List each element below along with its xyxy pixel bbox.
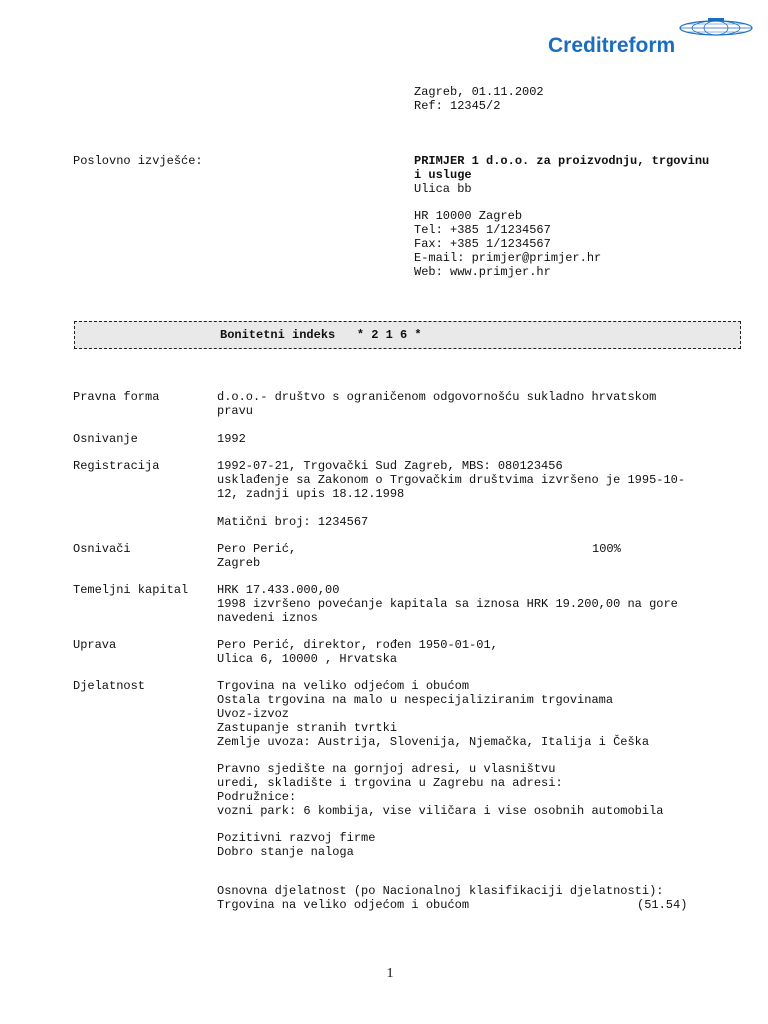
- field-value-line: Pero Perić, direktor, rođen 1950-01-01,: [217, 638, 498, 652]
- company-street: Ulica bb: [414, 182, 472, 196]
- field-value-line: HRK 17.433.000,00: [217, 583, 340, 597]
- field-value-line: pravu: [217, 404, 254, 418]
- field-value-line: Zastupanje stranih tvrtki: [217, 721, 398, 735]
- field-value-line: usklađenje sa Zakonom o Trgovačkim društvima izvršeno je 1995-10-: [217, 473, 686, 487]
- field-value-line: Matični broj: 1234567: [217, 515, 369, 529]
- field-value-line: Pero Perić,: [217, 542, 297, 556]
- field-label-osnivanje: Osnivanje: [73, 432, 138, 446]
- field-value-line: uredi, skladište i trgovina u Zagrebu na adresi:: [217, 776, 563, 790]
- page-number: 1: [386, 966, 394, 981]
- company-name-line-1: PRIMJER 1 d.o.o. za proizvodnju, trgovinu: [414, 154, 710, 168]
- field-value-line: navedeni iznos: [217, 611, 318, 625]
- core-activity-name: Trgovina na veliko odjećom i obućom: [217, 898, 470, 912]
- field-value-line: Dobro stanje naloga: [217, 845, 354, 859]
- founder-share: 100%: [592, 542, 621, 556]
- field-value-line: 12, zadnji upis 18.12.1998: [217, 487, 405, 501]
- field-value-line: 1992-07-21, Trgovački Sud Zagreb, MBS: 080123456: [217, 459, 563, 473]
- company-city: HR 10000 Zagreb: [414, 209, 523, 223]
- field-value-line: Pozitivni razvoj firme: [217, 831, 376, 845]
- brand-name: Creditreform: [548, 34, 676, 57]
- ref-line: Ref: 12345/2: [414, 99, 501, 113]
- globe-icon: [678, 16, 754, 36]
- bonitetni-indeks-text: Bonitetni indeks * 2 1 6 *: [220, 328, 422, 342]
- field-label-temeljni-kapital: Temeljni kapital: [73, 583, 189, 597]
- field-value-line: Ulica 6, 10000 , Hrvatska: [217, 652, 398, 666]
- bonitetni-indeks-box: [74, 321, 741, 349]
- date-line: Zagreb, 01.11.2002: [414, 85, 544, 99]
- company-fax: Fax: +385 1/1234567: [414, 237, 551, 251]
- field-label-pravna-forma: Pravna forma: [73, 390, 160, 404]
- company-tel: Tel: +385 1/1234567: [414, 223, 551, 237]
- company-name-line-2: i usluge: [414, 168, 472, 182]
- company-email: E-mail: primjer@primjer.hr: [414, 251, 602, 265]
- field-value-line: Ostala trgovina na malo u nespecijaliziranim trgovinama: [217, 693, 614, 707]
- report-label: Poslovno izvješće:: [73, 154, 203, 168]
- field-value-line: d.o.o.- društvo s ograničenom odgovornošću sukladno hrvatskom: [217, 390, 657, 404]
- field-value-line: Trgovina na veliko odjećom i obućom: [217, 679, 470, 693]
- field-label-djelatnost: Djelatnost: [73, 679, 146, 693]
- field-value-line: Uvoz-izvoz: [217, 707, 290, 721]
- company-web: Web: www.primjer.hr: [414, 265, 551, 279]
- field-value-line: Zagreb: [217, 556, 261, 570]
- field-label-osnivaci: Osnivači: [73, 542, 131, 556]
- field-value-line: vozni park: 6 kombija, vise viličara i vise osobnih automobila: [217, 804, 664, 818]
- field-label-uprava: Uprava: [73, 638, 117, 652]
- field-label-registracija: Registracija: [73, 459, 160, 473]
- field-value-line: 1992: [217, 432, 246, 446]
- field-value-line: Zemlje uvoza: Austrija, Slovenija, Njemačka, Italija i Češka: [217, 735, 650, 749]
- field-value-line: Pravno sjedište na gornjoj adresi, u vlasništvu: [217, 762, 556, 776]
- core-activity-code: (51.54): [637, 898, 688, 912]
- field-value-line: Podružnice:: [217, 790, 297, 804]
- field-value-line: 1998 izvršeno povećanje kapitala sa iznosa HRK 19.200,00 na gore: [217, 597, 678, 611]
- core-activity-heading: Osnovna djelatnost (po Nacionalnoj klasifikaciji djelatnosti):: [217, 884, 664, 898]
- creditreform-logo: [548, 14, 758, 58]
